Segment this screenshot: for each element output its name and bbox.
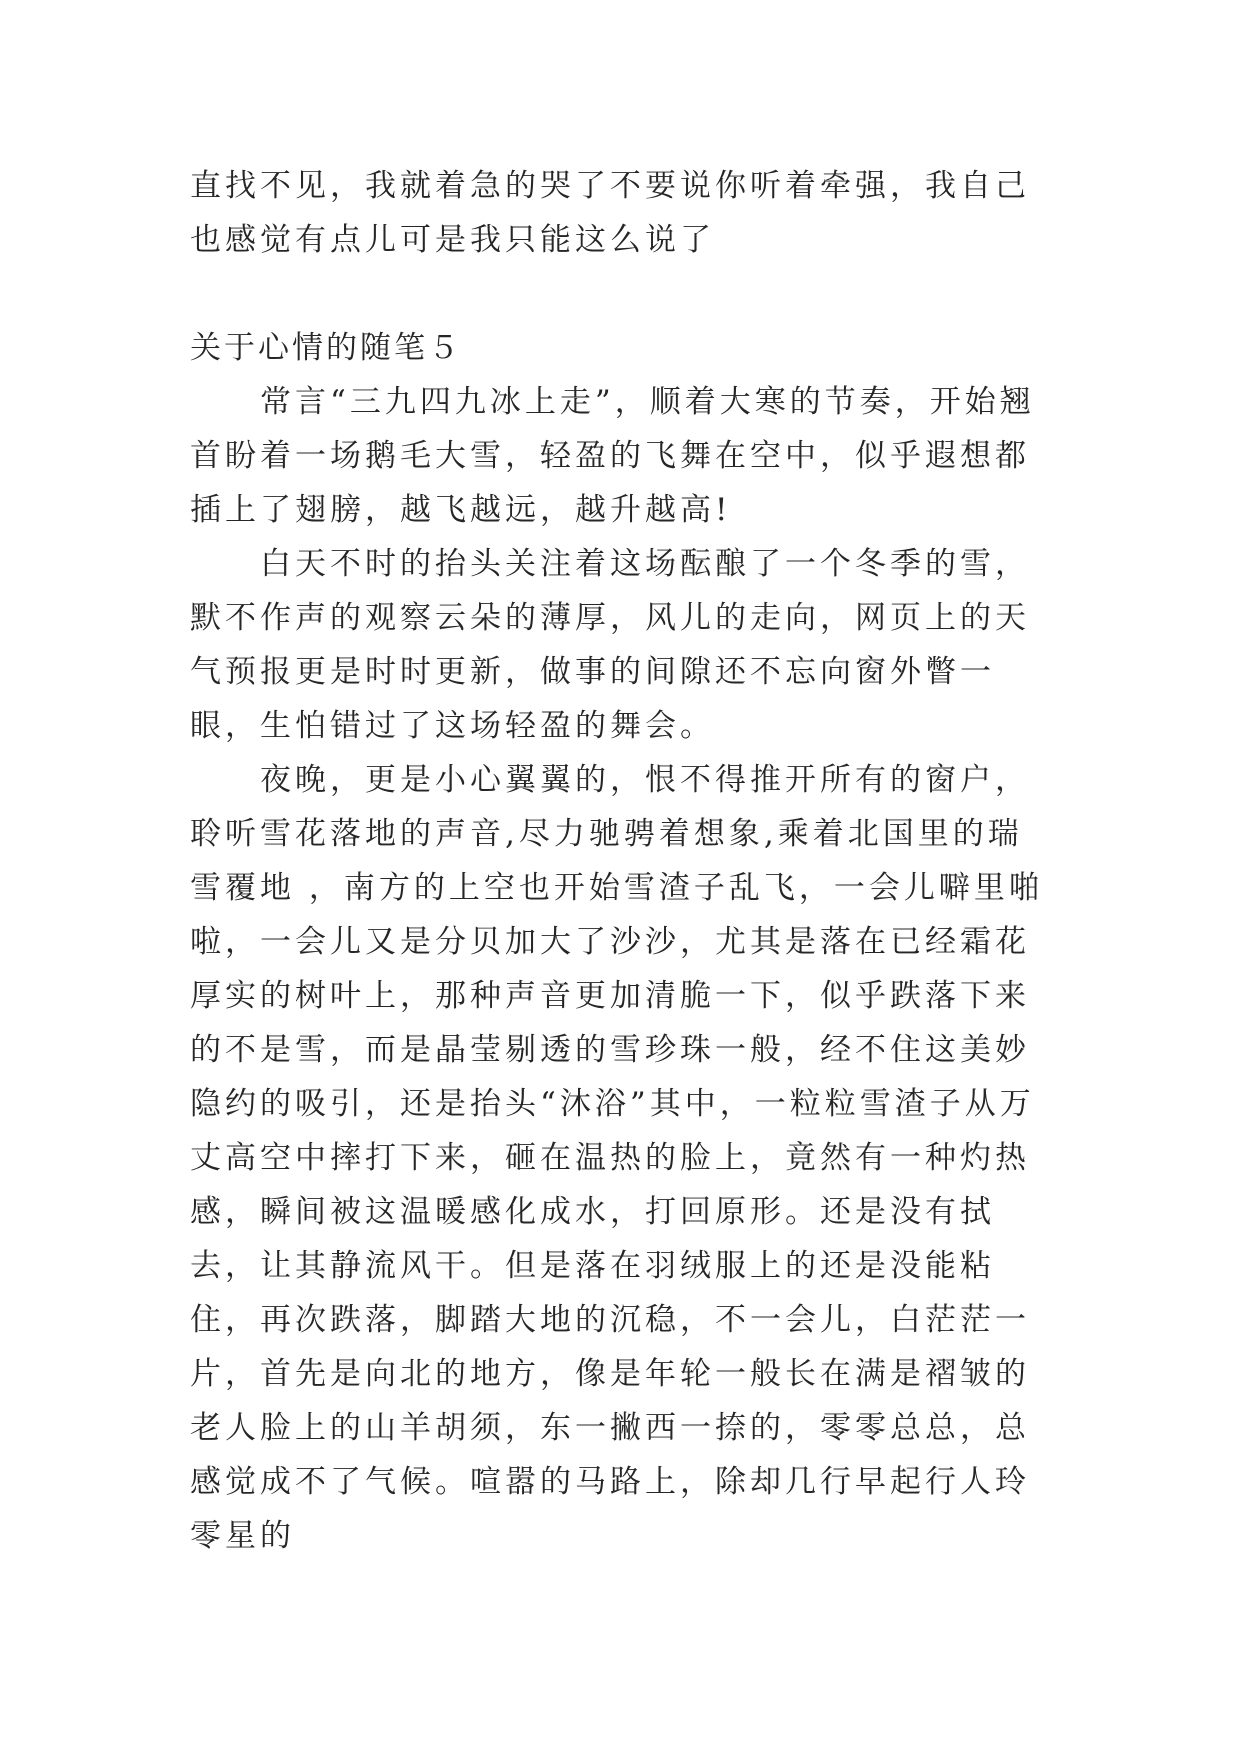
paragraph-spacer (190, 267, 1055, 321)
paragraph-2: 白天不时的抬头关注着这场酝酿了一个冬季的雪，默不作声的观察云朵的薄厚，风儿的走向，网页上的天气预报更是时时更新，做事的间隙还不忘向窗外瞥一眼，生怕错过了这场轻盈的舞会。 (190, 546, 1030, 744)
document-body (190, 159, 1055, 1563)
paragraph-3: 夜晚，更是小心翼翼的，恨不得推开所有的窗户，聆听雪花落地的声音,尽力驰骋着想象,乘着北国里的瑞雪覆地 ，南方的上空也开始雪渣子乱飞，一会儿噼里啪啦，一会儿又是分贝加大了沙沙，尤其是落在已经霜花厚实的树叶上，那种声音更加清脆一下，似乎跌落下来的不是雪，而是晶莹剔透的雪珍珠一般，经不住这美妙隐约的吸引，还是抬头“沐浴”其中，一粒粒雪渣子从万丈高空中摔打下来，砸在温热的脸上，竟然有一种灼热感，瞬间被这温暖感化成水，打回原形。还是没有拭去，让其静流风干。但是落在羽绒服上的还是没能粘住，再次跌落，脚踏大地的沉稳，不一会儿，白茫茫一片，首先是向北的地方，像是年轮一般长在满是褶皱的老人脸上的山羊胡须，东一撇西一捺的，零零总总，总感觉成不了气候。喧嚣的马路上，除却几行早起行人玲零星的 (190, 762, 1044, 1554)
continuation-paragraph: 直找不见，我就着急的哭了不要说你听着牵强，我自己也感觉有点儿可是我只能这么说了 (190, 168, 1030, 258)
paragraph-1: 常言“三九四九冰上走”，顺着大寒的节奏，开始翘首盼着一场鹅毛大雪，轻盈的飞舞在空中，似乎遐想都插上了翅膀，越飞越远，越升越高! (190, 384, 1035, 528)
section-title: 关于心情的随笔５ (190, 330, 462, 366)
